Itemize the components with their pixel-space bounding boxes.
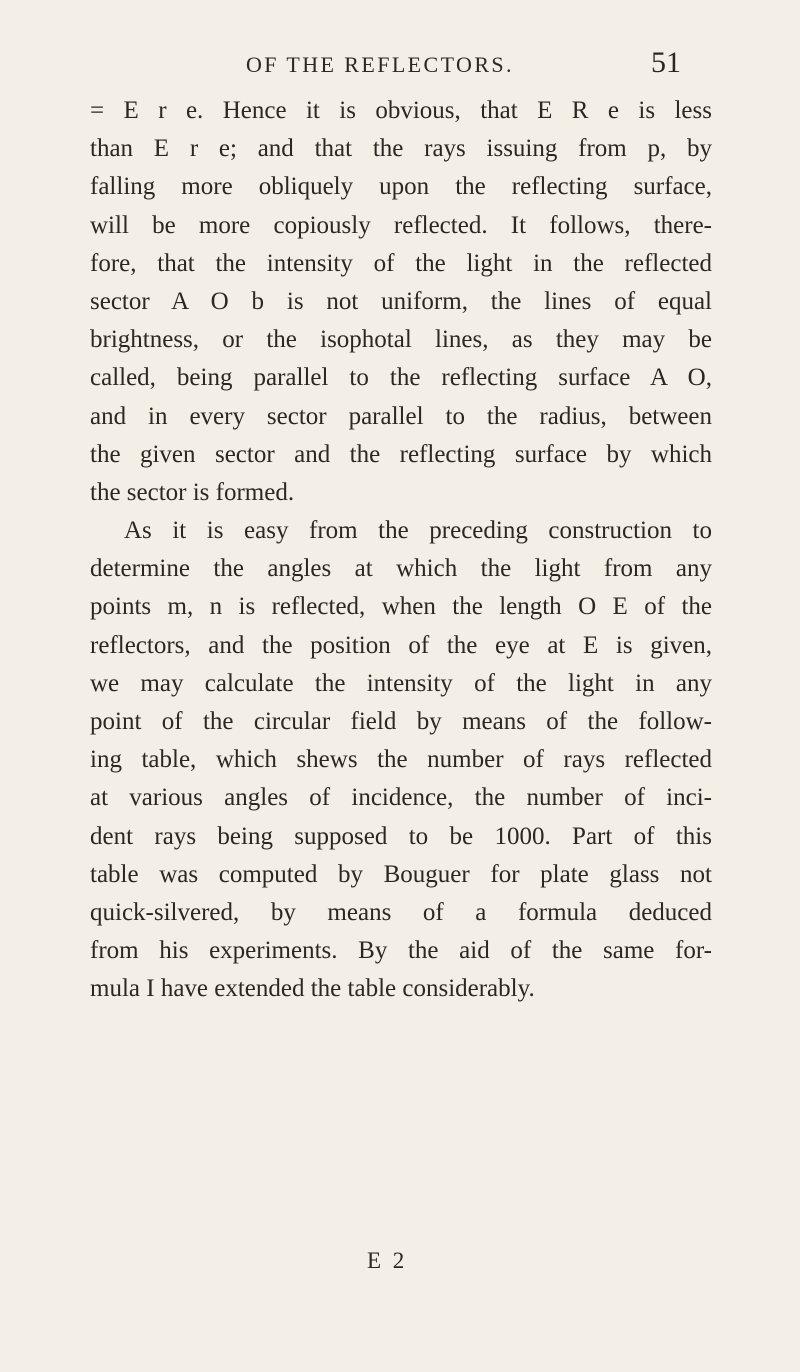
text-line: mula I have extended the table considerably. [90, 975, 535, 1003]
text-line: dent rays being supposed to be 1000. Part of this [90, 822, 712, 850]
text-line: determine the angles at which the light from any [90, 555, 712, 583]
text-line: falling more obliquely upon the reflecting surface, [90, 173, 712, 201]
body-text [90, 92, 712, 1009]
text-line: = E r e. Hence it is obvious, that E R e is less [90, 97, 712, 124]
text-line: the given sector and the reflecting surface by which [90, 440, 712, 468]
text-line: point of the circular field by means of the follow- [90, 708, 712, 735]
text-line: brightness, or the isophotal lines, as they may be [90, 326, 712, 354]
text-line: than E r e; and that the rays issuing from p, by [90, 135, 712, 163]
text-line: we may calculate the intensity of the light in any [90, 669, 712, 697]
text-line: will be more copiously reflected. It follows, there- [90, 211, 712, 239]
text-line: and in every sector parallel to the radius, between [90, 402, 712, 430]
text-line: table was computed by Bouguer for plate glass not [90, 860, 712, 888]
text-line: reflectors, and the position of the eye at E is given, [90, 631, 712, 659]
text-line: from his experiments. By the aid of the same for- [90, 937, 712, 965]
text-line: As it is easy from the preceding construction to [124, 517, 712, 545]
page-number: 51 [651, 46, 681, 79]
running-title: OF THE REFLECTORS. [246, 52, 514, 77]
text-line: sector A O b is not uniform, the lines of equal [90, 287, 712, 315]
text-line: called, being parallel to the reflecting surface A O, [90, 364, 712, 392]
text-line: quick-silvered, by means of a formula deduced [90, 898, 712, 926]
text-line: ing table, which shews the number of rays reflected [90, 746, 712, 774]
text-line: at various angles of incidence, the number of inci- [90, 784, 712, 812]
running-head [0, 46, 800, 82]
text-line: the sector is formed. [90, 478, 295, 506]
signature-mark: E 2 [367, 1248, 408, 1273]
text-line: points m, n is reflected, when the length O E of the [90, 593, 712, 621]
text-line: fore, that the intensity of the light in the reflected [90, 249, 712, 277]
